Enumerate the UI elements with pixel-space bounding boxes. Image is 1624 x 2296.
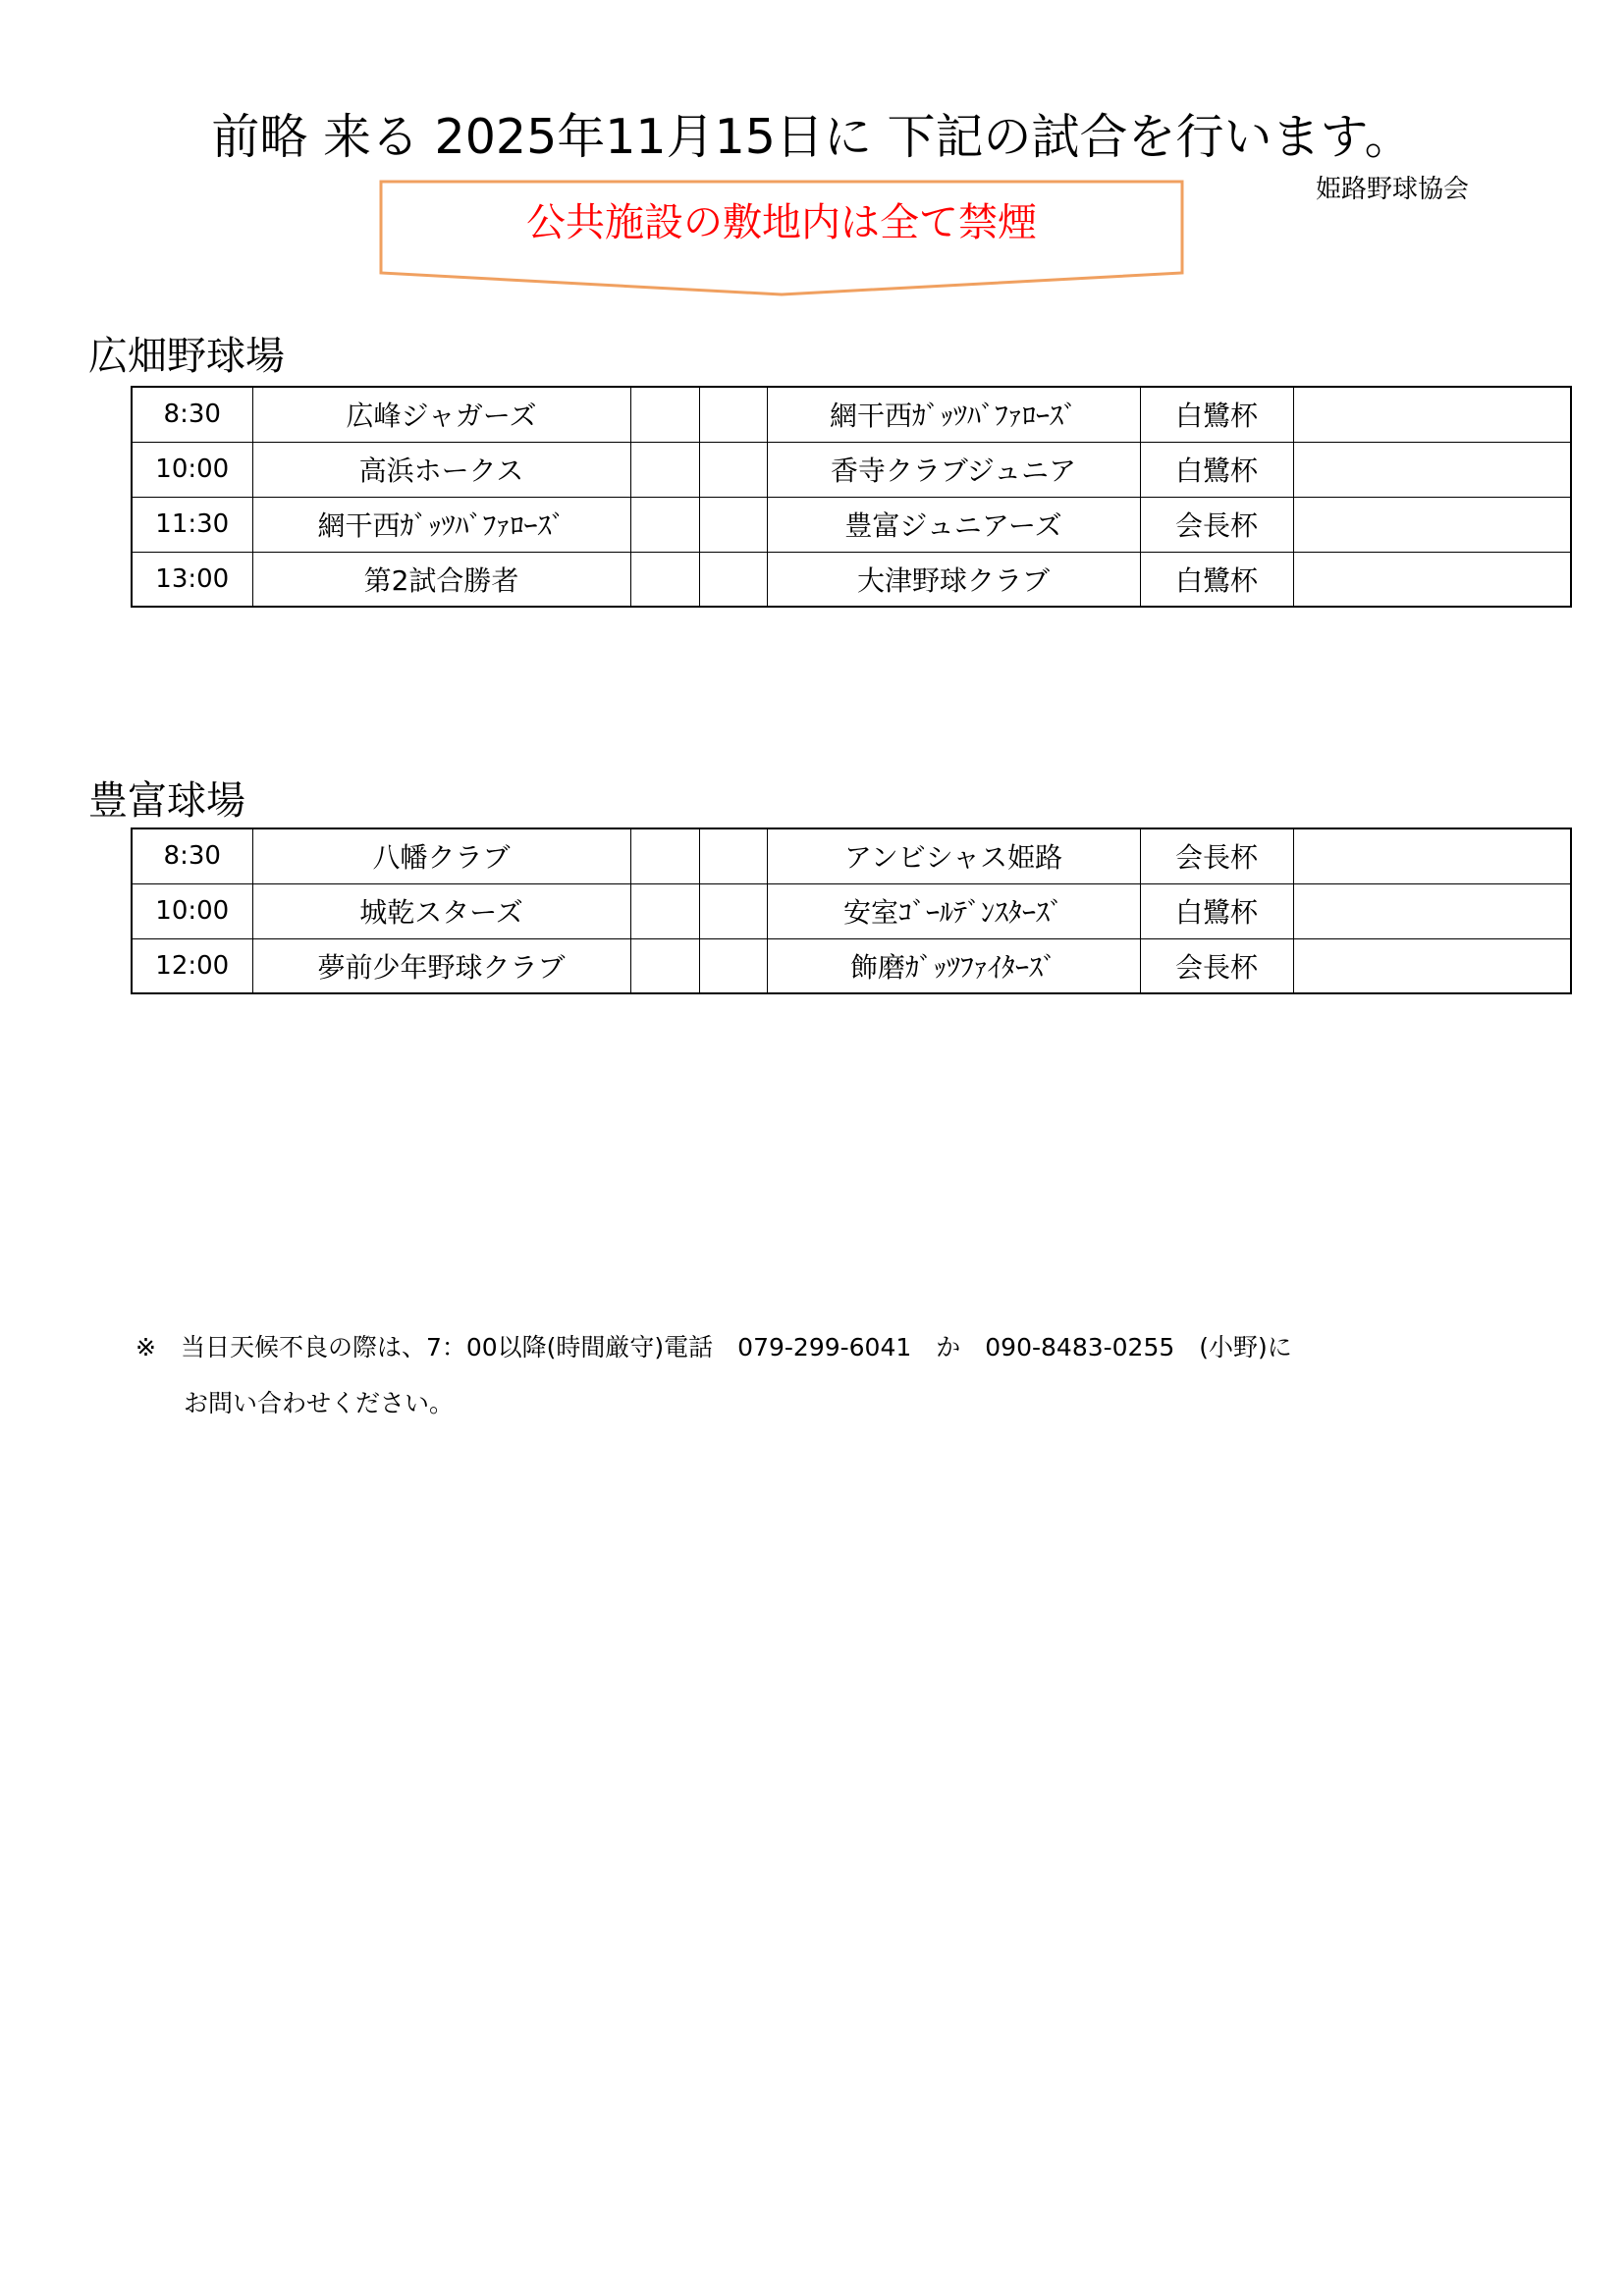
team-b: 豊富ジュニアーズ [767,497,1140,552]
cup-name: 会長杯 [1140,938,1293,993]
note-cell [1293,883,1571,938]
note-cell [1293,497,1571,552]
team-a: 城乾スターズ [252,883,630,938]
no-smoking-banner [379,180,1184,297]
cup-name: 白鷺杯 [1140,552,1293,607]
score-b [699,442,767,497]
table-row [132,552,1571,607]
note-cell [1293,442,1571,497]
team-a: 八幡クラブ [252,828,630,883]
game-time: 8:30 [132,387,252,442]
banner-text: 公共施設の敷地内は全て禁煙 [526,200,1037,245]
score-a [630,387,699,442]
game-time: 10:00 [132,442,252,497]
game-time: 11:30 [132,497,252,552]
venue-title-toyotomi: 豊富球場 [88,778,245,824]
team-b: 香寺クラブジュニア [767,442,1140,497]
score-b [699,938,767,993]
cup-name: 白鷺杯 [1140,387,1293,442]
footer-note-line2: お問い合わせください。 [184,1389,455,1417]
headline: 前略 来る 2025年11月15日に 下記の試合を行います。 [211,109,1413,165]
score-a [630,828,699,883]
team-a: 網干西ｶﾞｯﾂﾊﾞﾌｧﾛｰｽﾞ [252,497,630,552]
team-b: 大津野球クラブ [767,552,1140,607]
score-a [630,938,699,993]
schedule-table-hirohata [131,386,1572,608]
note-cell [1293,552,1571,607]
team-b: 網干西ｶﾞｯﾂﾊﾞﾌｧﾛｰｽﾞ [767,387,1140,442]
score-b [699,552,767,607]
note-cell [1293,938,1571,993]
table-row [132,497,1571,552]
team-a: 第2試合勝者 [252,552,630,607]
organization-name: 姫路野球協会 [1316,175,1470,204]
score-a [630,883,699,938]
table-row [132,883,1571,938]
team-b: 飾磨ｶﾞｯﾂﾌｧｲﾀｰｽﾞ [767,938,1140,993]
table-row [132,387,1571,442]
footer-note-line1: ※ 当日天候不良の際は、7：00以降(時間厳守)電話 079-299-6041 か 090-8483-0255 (小野)に [135,1333,1292,1362]
team-b: 安室ｺﾞｰﾙﾃﾞﾝｽﾀｰｽﾞ [767,883,1140,938]
venue-title-hirohata: 広畑野球場 [88,334,285,379]
team-a: 広峰ジャガーズ [252,387,630,442]
cup-name: 会長杯 [1140,828,1293,883]
table-row [132,938,1571,993]
schedule-table-toyotomi [131,828,1572,994]
cup-name: 白鷺杯 [1140,442,1293,497]
score-a [630,442,699,497]
score-b [699,883,767,938]
score-b [699,497,767,552]
table-row [132,442,1571,497]
team-a: 高浜ホークス [252,442,630,497]
game-time: 13:00 [132,552,252,607]
score-a [630,497,699,552]
note-cell [1293,828,1571,883]
team-a: 夢前少年野球クラブ [252,938,630,993]
cup-name: 会長杯 [1140,497,1293,552]
cup-name: 白鷺杯 [1140,883,1293,938]
game-time: 8:30 [132,828,252,883]
note-cell [1293,387,1571,442]
game-time: 12:00 [132,938,252,993]
team-b: アンビシャス姫路 [767,828,1140,883]
game-time: 10:00 [132,883,252,938]
score-b [699,828,767,883]
score-b [699,387,767,442]
score-a [630,552,699,607]
table-row [132,828,1571,883]
